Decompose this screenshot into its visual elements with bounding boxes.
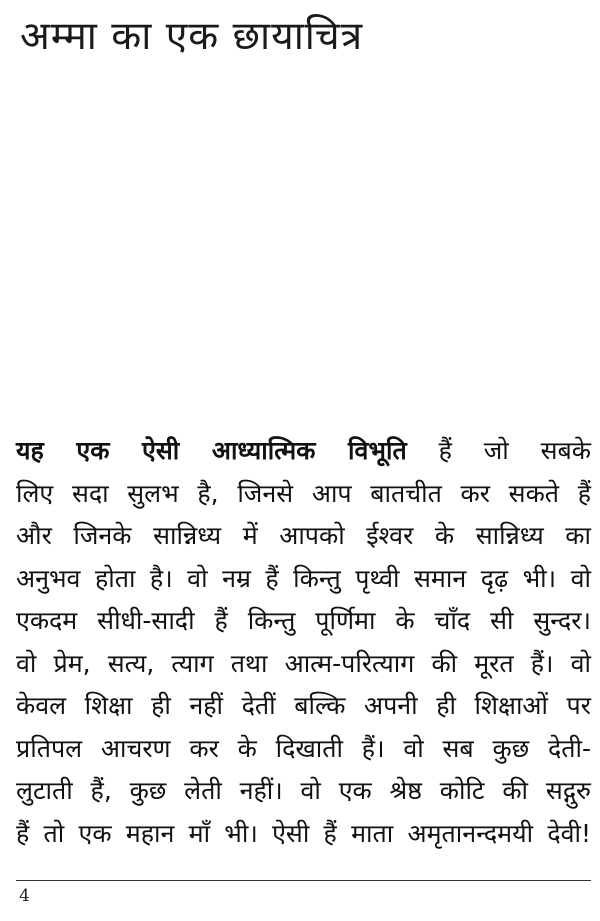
page-number: 4 <box>19 886 30 906</box>
footer-divider <box>16 880 591 881</box>
paragraph-line: लिए सदा सुलभ है, जिनसे आप बातचीत कर सकते हैं <box>16 478 591 508</box>
page-title: अम्मा का एक छायाचित्र <box>20 14 364 59</box>
paragraph-line: लुटाती हैं, कुछ लेती नहीं। वो एक श्रेष्ठ कोटि की सद्गुरु <box>16 776 591 805</box>
lead-phrase: यह एक ऐसी आध्यात्मिक विभूति <box>16 436 407 465</box>
paragraph-line <box>16 430 591 473</box>
paragraph-line: एकदम सीधी-सादी हैं किन्तु पूर्णिमा के चाँद सी सुन्दर। <box>16 606 591 635</box>
body-paragraph <box>16 430 591 855</box>
first-line-rest: हैं जो सबके <box>406 436 591 465</box>
paragraph-line: वो प्रेम, सत्य, त्याग तथा आत्म-परित्याग की मूरत हैं। वो <box>16 648 591 678</box>
paragraph-line: प्रतिपल आचरण कर के दिखाती हैं। वो सब कुछ देती- <box>16 733 591 763</box>
paragraph-line: केवल शिक्षा ही नहीं देतीं बल्कि अपनी ही शिक्षाओं पर <box>16 691 591 720</box>
paragraph-line: अनुभव होता है। वो नम्र हैं किन्तु पृथ्वी समान दृढ़ भी। वो <box>16 563 591 593</box>
paragraph-line: हैं तो एक महान माँ भी। ऐसी हैं माता अमृतानन्दमयी देवी! <box>16 818 591 848</box>
paragraph-line: और जिनके सान्निध्य में आपको ईश्वर के सान्निध्य का <box>16 521 591 550</box>
